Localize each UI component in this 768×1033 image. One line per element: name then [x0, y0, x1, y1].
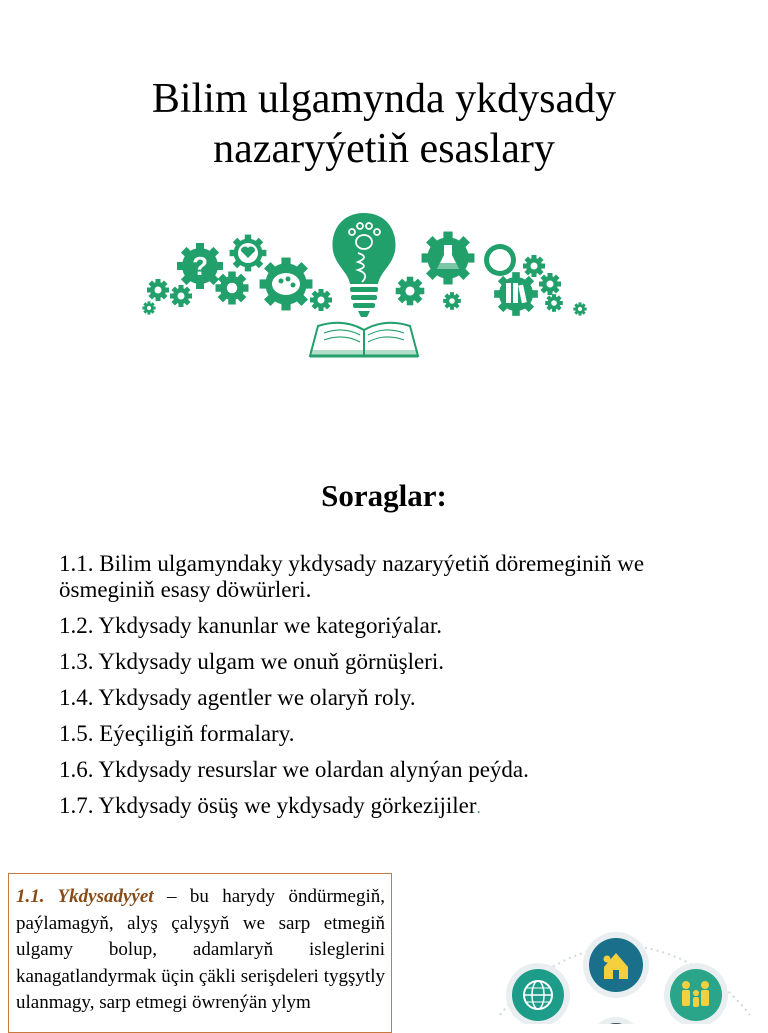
question-gear-icon: [177, 243, 223, 289]
open-book-icon: [310, 323, 418, 356]
list-item: 1.5. Eýeçiligiň formalary.: [59, 721, 295, 746]
slide-title: [0, 74, 768, 174]
gear-icon: [545, 294, 563, 312]
list-item: 1.6. Ykdysady resurslar we olardan alynýan peýda.: [59, 757, 529, 782]
books-gear-icon: [494, 272, 538, 316]
svg-text:?: ?: [192, 251, 208, 281]
gear-icon: [573, 302, 586, 315]
list-item-text: 1.7. Ykdysady ösüş we ykdysady görkezijiler: [59, 793, 477, 818]
education-illustration: [138, 208, 590, 364]
list-item: 1.2. Ykdysady kanunlar we kategoriýalar.: [59, 613, 443, 638]
definition-term: 1.1. Ykdysadyýet: [16, 886, 154, 907]
gear-icon: [310, 289, 332, 311]
list-item: 1.3. Ykdysady ulgam we onuň görnüşleri.: [59, 649, 444, 674]
slide-title-line1: Bilim ulgamynda ykdysady: [151, 76, 617, 122]
house-person-icon: [583, 932, 649, 998]
gear-icon: [216, 272, 249, 305]
gear-icon: [142, 301, 155, 314]
list-item: 1.1. Bilim ulgamyndaky ykdysady nazaryýetiň döremeginiň we ösmeginiň esasy döwürleri.: [59, 551, 645, 602]
gear-icon: [170, 285, 192, 307]
trailing-period: .: [476, 800, 481, 817]
globe-icon: [506, 963, 570, 1024]
gear-icon: [443, 292, 461, 310]
definition-text: – bu harydy öndürmegiň, paýlamagyň, alyş çalyşyň we sarp etmegiň ulgamy bolup, adamlaryň isleglerini kanagatlandyrmak üçin çäkli serişdeleri tygşytly ulanmagy, sarp etmegi öwrenýän ylym: [16, 886, 386, 1013]
family-icon: [664, 963, 728, 1024]
dark-circle-icon: [590, 1017, 642, 1024]
questions-list: [59, 551, 719, 832]
gear-icon: [484, 244, 516, 276]
heart-gear-icon: [230, 235, 267, 272]
questions-heading: Soraglar:: [321, 478, 447, 513]
lightbulb-icon: [332, 213, 395, 317]
list-item: 1.4. Ykdysady agentler we olaryň roly.: [59, 685, 416, 710]
gear-icon: [523, 255, 545, 277]
list-item: [59, 793, 719, 822]
definition-box: [8, 873, 392, 1033]
gear-icon: [147, 279, 169, 301]
flask-gear-icon: [422, 232, 475, 285]
icon-cluster-illustration: [480, 925, 768, 1024]
gear-icon: [539, 273, 561, 295]
gear-icon: [396, 277, 425, 306]
slide-title-line2: nazaryýetiň esaslary: [213, 126, 555, 172]
palette-gear-icon: [260, 258, 313, 311]
